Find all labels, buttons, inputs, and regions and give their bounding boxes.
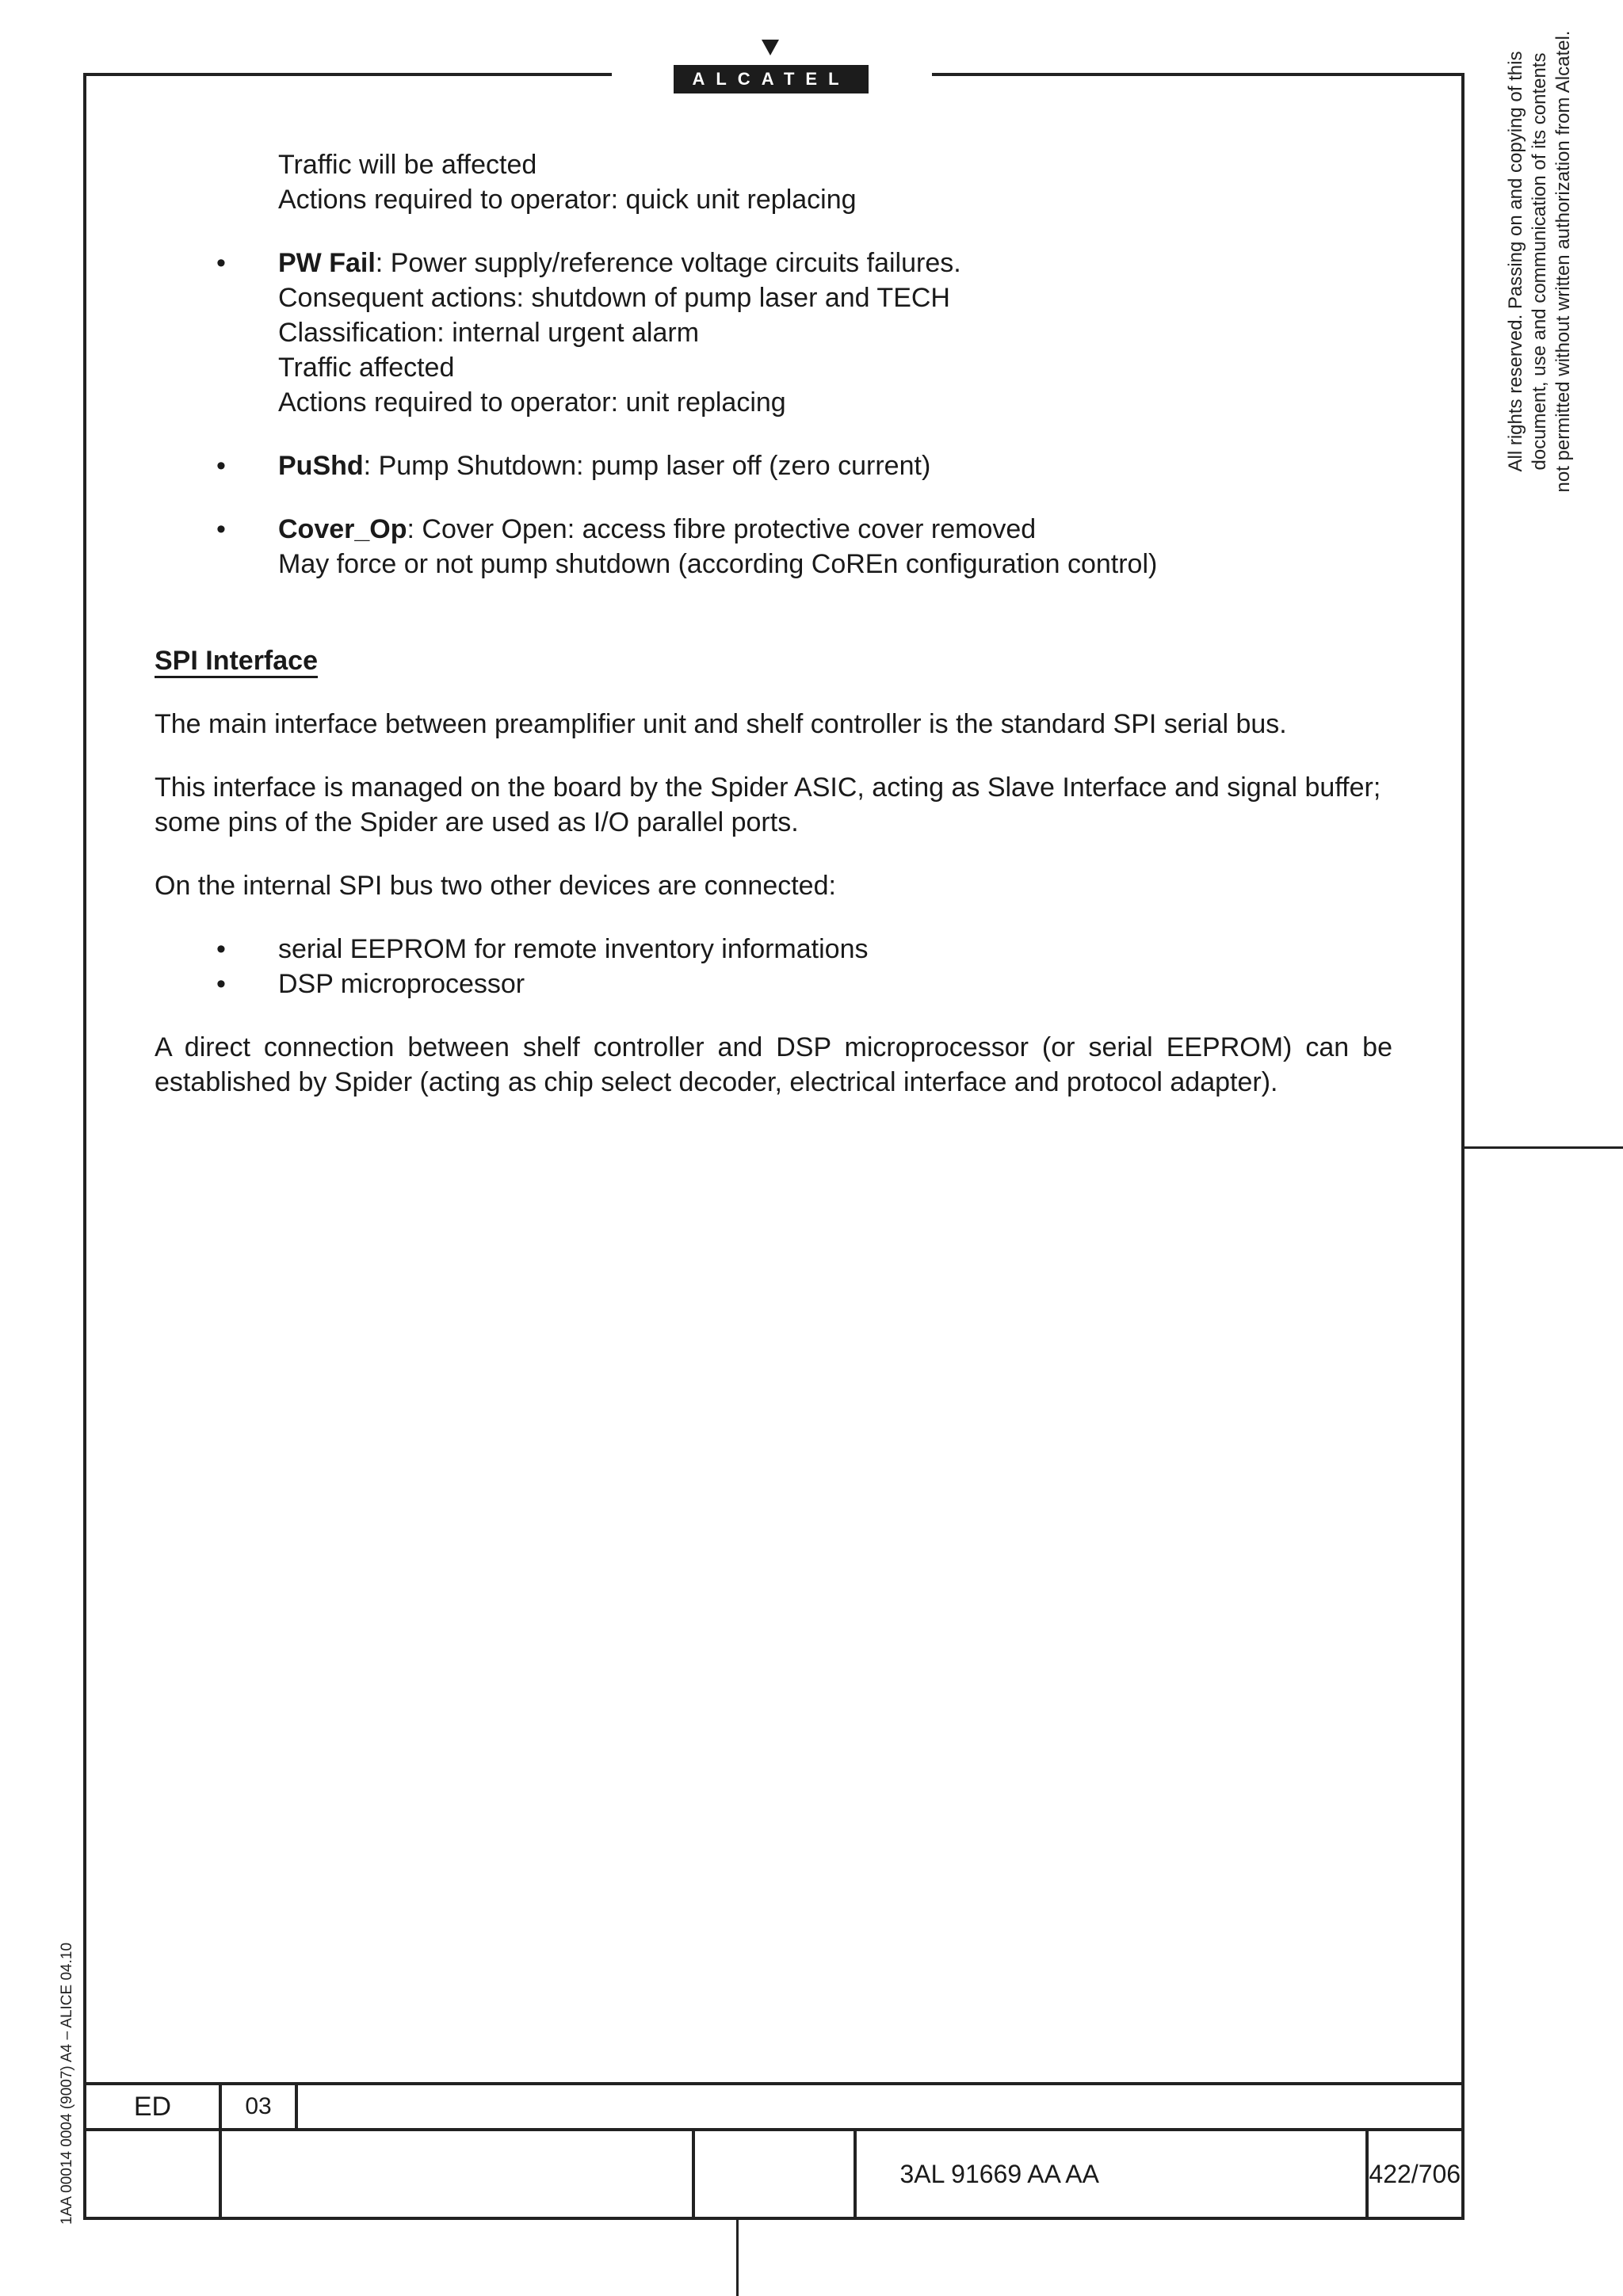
alarm-item xyxy=(155,512,1392,582)
list-item xyxy=(155,967,1392,1001)
alarm-detail: Actions required to operator: unit replacing xyxy=(278,387,786,418)
paragraph: This interface is managed on the board by the Spider ASIC, acting as Slave Interface and signal buffer; some pins of the Spider are used as I/O parallel ports. xyxy=(155,772,1381,837)
alarm-item xyxy=(155,246,1392,420)
alarm-detail: Consequent actions: shutdown of pump laser and TECH xyxy=(278,283,950,313)
page-content xyxy=(155,147,1392,1128)
alarm-term: PW Fail xyxy=(278,248,376,278)
paragraph: The main interface between preamplifier unit and shelf controller is the standard SPI serial bus. xyxy=(155,709,1287,739)
footer-cell xyxy=(296,2084,1463,2130)
copyright-line: All rights reserved. Passing on and copying of this xyxy=(1505,51,1526,472)
alarm-detail: Traffic affected xyxy=(278,353,455,383)
list-item-text: DSP microprocessor xyxy=(278,969,525,999)
alcatel-logo: ALCATEL xyxy=(674,65,869,93)
text-line: Traffic will be affected xyxy=(278,150,537,180)
list-item-text: serial EEPROM for remote inventory informations xyxy=(278,934,869,964)
section-heading: SPI Interface xyxy=(155,646,318,676)
footer-cell xyxy=(85,2130,220,2218)
doc-code: 3AL 91669 AA AA xyxy=(855,2130,1367,2218)
ed-label: ED xyxy=(85,2084,220,2130)
alarm-text: : Pump Shutdown: pump laser off (zero current) xyxy=(363,451,931,481)
bullet-icon: • xyxy=(216,248,226,278)
logo-triangle-icon xyxy=(762,40,779,55)
footer-cell xyxy=(693,2130,855,2218)
alarm-text: : Power supply/reference voltage circuits failures. xyxy=(375,248,961,278)
footer-table xyxy=(83,2082,1465,2220)
paragraph: On the internal SPI bus two other devices are connected: xyxy=(155,871,836,901)
paragraph: A direct connection between shelf controller and DSP microprocessor (or serial EEPROM) can be established by Spider (acting as chip select decoder, electrical interface and protocol adapter). xyxy=(155,1032,1392,1097)
fold-mark xyxy=(736,2220,739,2296)
footer-cell xyxy=(220,2130,693,2218)
copyright-line: not permitted without written authorization from Alcatel. xyxy=(1552,30,1574,493)
form-code: 1AA 00014 0004 (9007) A4 – ALICE 04.10 xyxy=(59,1942,75,2225)
alarm-text: : Cover Open: access fibre protective cover removed xyxy=(407,514,1037,544)
alarm-item xyxy=(155,448,1392,483)
bullet-icon: • xyxy=(216,451,226,481)
page-number: 422/706 xyxy=(1367,2130,1464,2218)
alarm-detail: Classification: internal urgent alarm xyxy=(278,318,700,348)
alarm-term: PuShd xyxy=(278,451,364,481)
margin-tick xyxy=(1465,1146,1623,1149)
continuation-text xyxy=(155,147,1392,217)
ed-value: 03 xyxy=(220,2084,296,2130)
text-line: Actions required to operator: quick unit replacing xyxy=(278,185,857,215)
bullet-icon: • xyxy=(216,514,226,544)
bullet-icon: • xyxy=(216,969,226,999)
alarm-detail: May force or not pump shutdown (according CoREn configuration control) xyxy=(278,549,1158,579)
list-item xyxy=(155,932,1392,967)
copyright-line: document, use and communication of its contents xyxy=(1529,52,1550,471)
bullet-icon: • xyxy=(216,934,226,964)
device-list xyxy=(155,932,1392,1001)
copyright-notice xyxy=(1504,0,1575,539)
alarm-term: Cover_Op xyxy=(278,514,407,544)
